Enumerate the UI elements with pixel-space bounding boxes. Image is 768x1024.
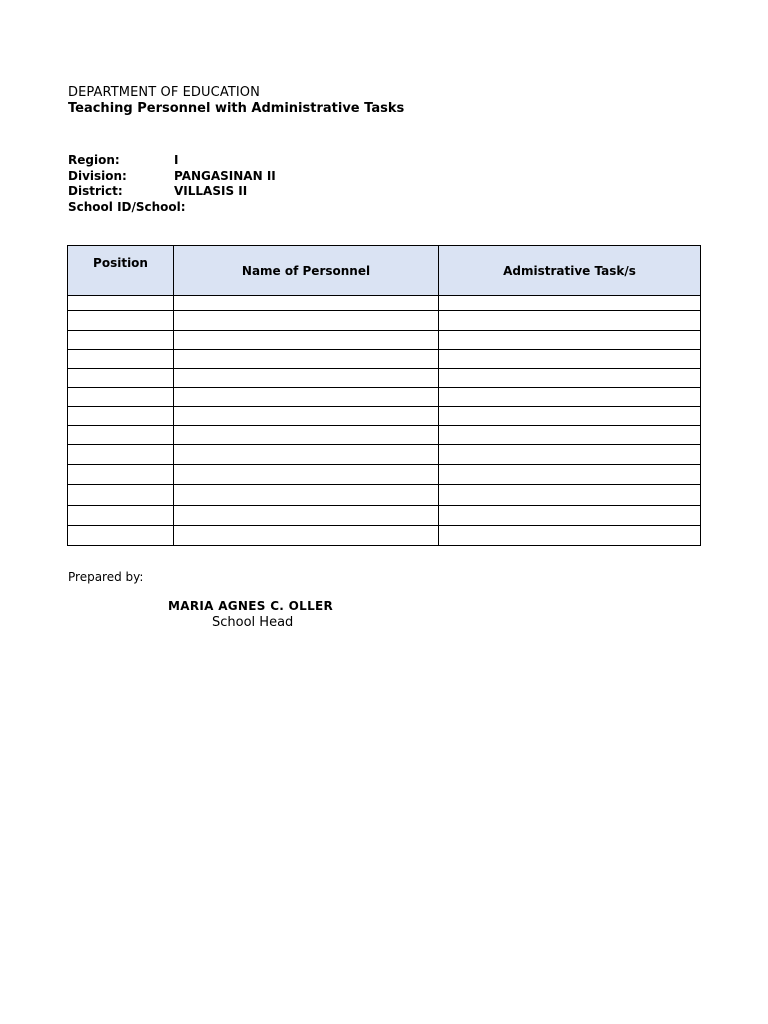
header-position: Position: [68, 246, 174, 296]
table-header-row: [68, 246, 701, 296]
cell-task[interactable]: [439, 311, 701, 331]
table-row: [68, 311, 701, 331]
personnel-table: [67, 245, 701, 546]
cell-name[interactable]: [174, 311, 439, 331]
table-body: [68, 296, 701, 546]
table-row: [68, 369, 701, 388]
header-administrative-tasks: Admistrative Task/s: [439, 246, 701, 296]
form-subtitle: Teaching Personnel with Administrative Tasks: [68, 101, 405, 116]
division-label: Division:: [68, 169, 127, 183]
cell-task[interactable]: [439, 485, 701, 506]
table-row: [68, 506, 701, 526]
cell-position[interactable]: [68, 445, 174, 465]
department-title: DEPARTMENT OF EDUCATION: [68, 85, 260, 100]
cell-position[interactable]: [68, 526, 174, 546]
cell-position[interactable]: [68, 407, 174, 426]
cell-name[interactable]: [174, 388, 439, 407]
cell-task[interactable]: [439, 331, 701, 350]
table-row: [68, 426, 701, 445]
cell-position[interactable]: [68, 506, 174, 526]
cell-name[interactable]: [174, 296, 439, 311]
table-row: [68, 485, 701, 506]
cell-position[interactable]: [68, 331, 174, 350]
table-row: [68, 350, 701, 369]
district-label: District:: [68, 184, 123, 198]
cell-name[interactable]: [174, 331, 439, 350]
cell-name[interactable]: [174, 506, 439, 526]
cell-name[interactable]: [174, 465, 439, 485]
cell-position[interactable]: [68, 426, 174, 445]
cell-position[interactable]: [68, 311, 174, 331]
cell-position[interactable]: [68, 485, 174, 506]
cell-name[interactable]: [174, 407, 439, 426]
prepared-by-label: Prepared by:: [68, 570, 144, 584]
signer-name: MARIA AGNES C. OLLER: [168, 599, 334, 613]
cell-position[interactable]: [68, 465, 174, 485]
cell-name[interactable]: [174, 445, 439, 465]
cell-name[interactable]: [174, 350, 439, 369]
cell-task[interactable]: [439, 369, 701, 388]
region-value: I: [174, 153, 179, 167]
cell-task[interactable]: [439, 407, 701, 426]
cell-task[interactable]: [439, 506, 701, 526]
cell-name[interactable]: [174, 369, 439, 388]
cell-name[interactable]: [174, 426, 439, 445]
cell-task[interactable]: [439, 350, 701, 369]
header-name-of-personnel: Name of Personnel: [174, 246, 439, 296]
table-row: [68, 465, 701, 485]
table-row: [68, 296, 701, 311]
table-row: [68, 526, 701, 546]
district-value: VILLASIS II: [174, 184, 248, 198]
cell-name[interactable]: [174, 526, 439, 546]
table-row: [68, 331, 701, 350]
cell-position[interactable]: [68, 369, 174, 388]
cell-task[interactable]: [439, 445, 701, 465]
cell-position[interactable]: [68, 388, 174, 407]
signer-role: School Head: [212, 615, 294, 630]
cell-task[interactable]: [439, 296, 701, 311]
cell-position[interactable]: [68, 296, 174, 311]
cell-task[interactable]: [439, 426, 701, 445]
table-row: [68, 388, 701, 407]
cell-task[interactable]: [439, 526, 701, 546]
cell-name[interactable]: [174, 485, 439, 506]
table-row: [68, 407, 701, 426]
school-label: School ID/School:: [68, 200, 186, 214]
cell-position[interactable]: [68, 350, 174, 369]
region-label: Region:: [68, 153, 120, 167]
division-value: PANGASINAN II: [174, 169, 276, 183]
cell-task[interactable]: [439, 465, 701, 485]
cell-task[interactable]: [439, 388, 701, 407]
table-row: [68, 445, 701, 465]
